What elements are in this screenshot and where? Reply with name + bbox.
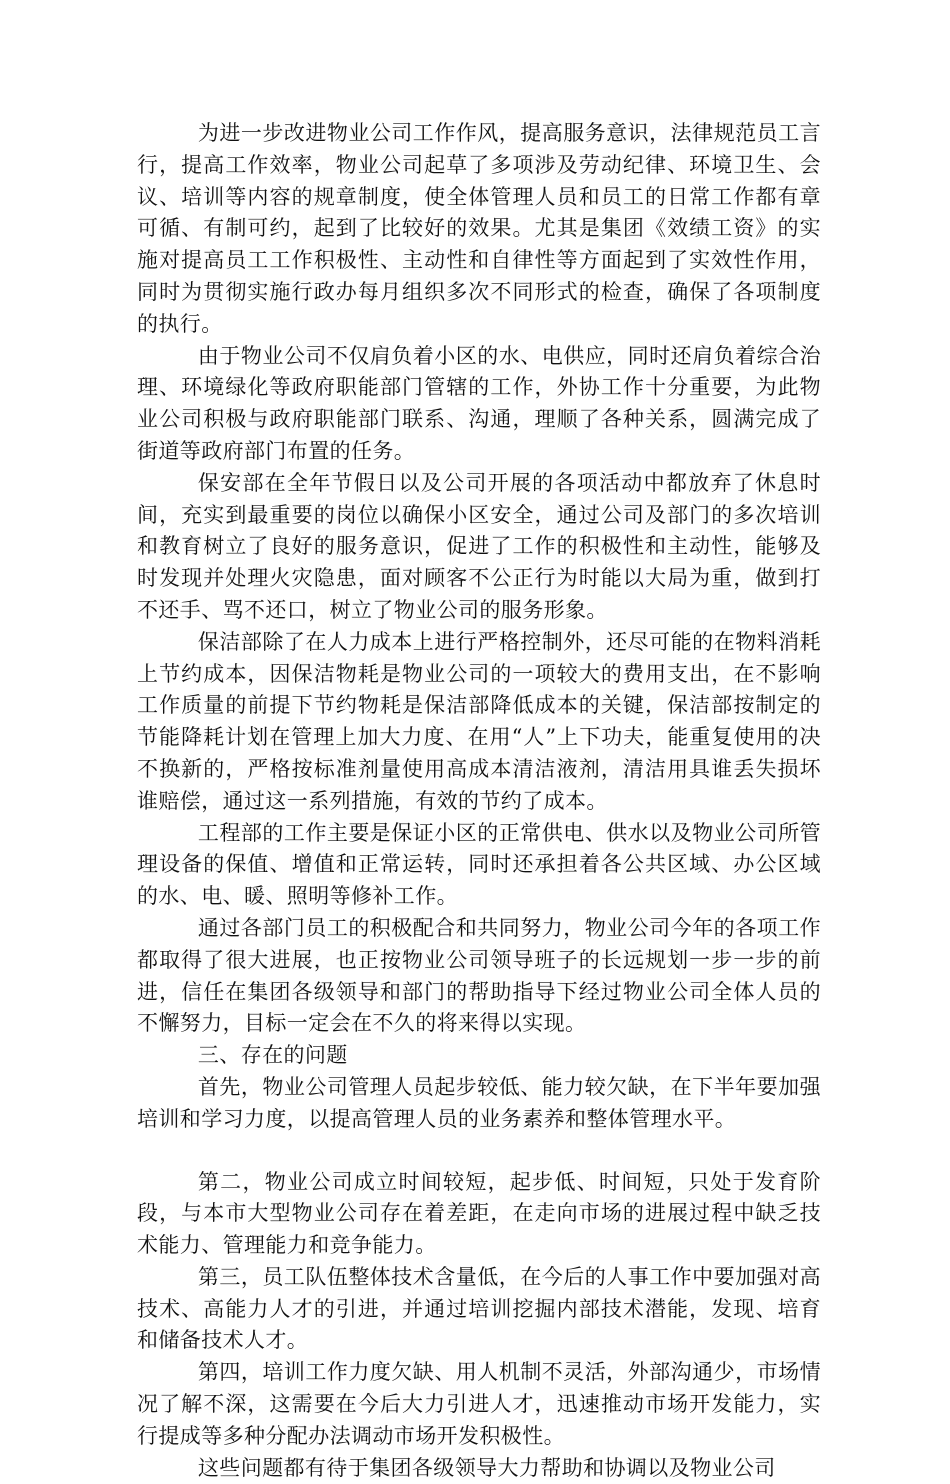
document-body <box>137 118 821 1484</box>
paragraph-problem-third: 第三，员工队伍整体技术含量低，在今后的人事工作中要加强对高技术、高能力人才的引进，并通过培训挖掘内部技术潜能，发现、培育和储备技术人才。 <box>137 1264 821 1353</box>
paragraph-engineering-department: 工程部的工作主要是保证小区的正常供电、供水以及物业公司所管理设备的保值、增值和正常运转，同时还承担着各公共区域、办公区域的水、电、暖、照明等修补工作。 <box>137 820 821 909</box>
paragraph-cleaning-department: 保洁部除了在人力成本上进行严格控制外，还尽可能的在物料消耗上节约成本，因保洁物耗是物业公司的一项较大的费用支出，在不影响工作质量的前提下节约物耗是保洁部降低成本的关键，保洁部按制定的节能降耗计划在管理上加大力度、在用“人”上下功夫，能重复使用的决不换新的，严格按标准剂量使用高成本清洁液剂，清洁用具谁丢失损坏谁赔偿，通过这一系列措施，有效的节约了成本。 <box>137 629 821 813</box>
paragraph-problem-second: 第二，物业公司成立时间较短，起步低、时间短，只处于发育阶段，与本市大型物业公司存在着差距，在走向市场的进展过程中缺乏技术能力、管理能力和竞争能力。 <box>137 1169 821 1258</box>
section-heading-existing-problems: 三、存在的问题 <box>197 1043 348 1068</box>
paragraph-closing: 这些问题都有待于集团各级领导大力帮助和协调以及物业公司 <box>197 1455 776 1480</box>
paragraph-security-department: 保安部在全年节假日以及公司开展的各项活动中都放弃了休息时间，充实到最重要的岗位以确保小区安全，通过公司及部门的多次培训和教育树立了良好的服务意识，促进了工作的积极性和主动性，能够及时发现并处理火灾隐患，面对顾客不公正行为时能以大局为重，做到打不还手、骂不还口，树立了物业公司的服务形象。 <box>137 470 821 622</box>
paragraph-management-rules: 为进一步改进物业公司工作作风，提高服务意识，法律规范员工言行，提高工作效率，物业公司起草了多项涉及劳动纪律、环境卫生、会议、培训等内容的规章制度，使全体管理人员和员工的日常工作都有章可循、有制可约，起到了比较好的效果。尤其是集团《效绩工资》的实施对提高员工工作积极性、主动性和自律性等方面起到了实效性作用，同时为贯彻实施行政办每月组织多次不同形式的检查，确保了各项制度的执行。 <box>137 121 821 336</box>
paragraph-problem-first: 首先，物业公司管理人员起步较低、能力较欠缺，在下半年要加强培训和学习力度，以提高管理人员的业务素养和整体管理水平。 <box>137 1074 821 1131</box>
paragraph-problem-fourth: 第四，培训工作力度欠缺、用人机制不灵活，外部沟通少，市场情况了解不深，这需要在今后大力引进人才，迅速推动市场开发能力，实行提成等多种分配办法调动市场开发积极性。 <box>137 1360 821 1448</box>
paragraph-external-coordination: 由于物业公司不仅肩负着小区的水、电供应，同时还肩负着综合治理、环境绿化等政府职能部门管辖的工作，外协工作十分重要，为此物业公司积极与政府职能部门联系、沟通，理顺了各种关系，圆满完成了街道等政府部门布置的任务。 <box>137 343 821 463</box>
paragraph-overall-progress: 通过各部门员工的积极配合和共同努力，物业公司今年的各项工作都取得了很大进展，也正按物业公司领导班子的长远规划一步一步的前进，信任在集团各级领导和部门的帮助指导下经过物业公司全体人员的不懈努力，目标一定会在不久的将来得以实现。 <box>137 915 821 1036</box>
